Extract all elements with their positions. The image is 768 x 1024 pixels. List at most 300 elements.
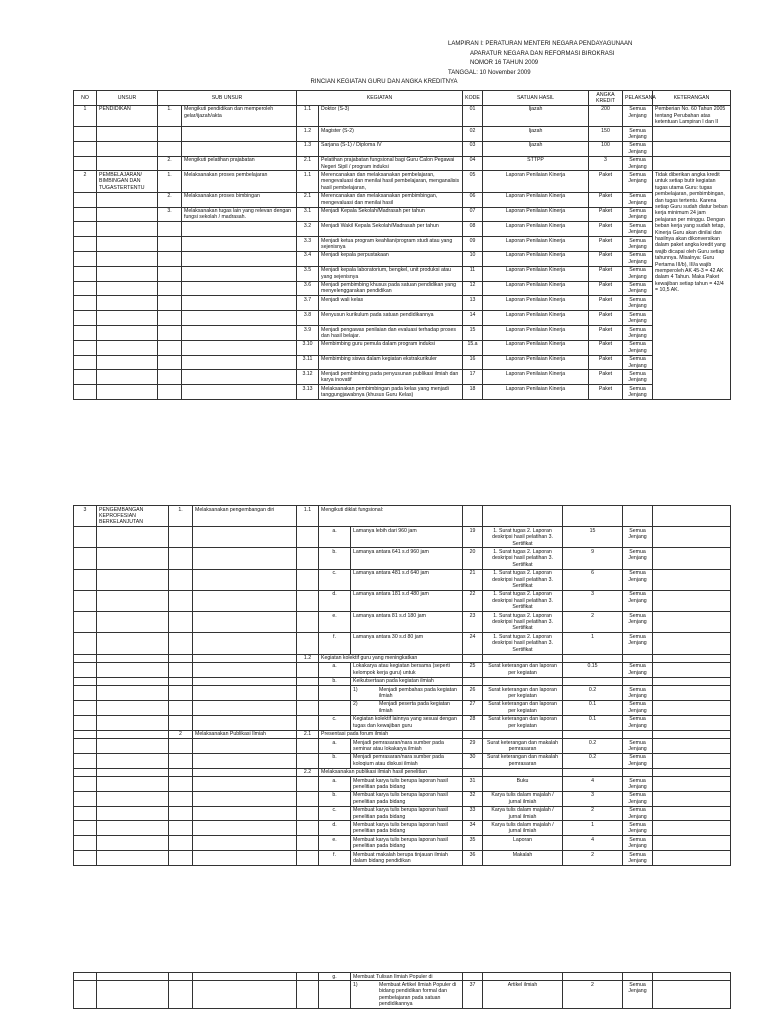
row-sub-unsur-number xyxy=(169,700,193,715)
row-pelaksana: Semua Jenjang xyxy=(623,340,653,355)
row-empty-cell xyxy=(193,981,297,1009)
row-sub-unsur xyxy=(182,326,297,341)
row-keterangan: Pemberian No. 60 Tahun 2005 tentang Perubahan atas ketentuan Lampiran I dan II xyxy=(653,105,731,126)
row-sub-unsur xyxy=(182,340,297,355)
row-pelaksana: Semua Jenjang xyxy=(623,237,653,252)
row-sub-unsur-number xyxy=(158,311,182,326)
table-row xyxy=(74,739,731,754)
row-sub-unsur xyxy=(182,266,297,281)
row-kegiatan-letter xyxy=(319,686,351,701)
row-kegiatan: Membuat karya tulis berupa laporan hasil penelitian pada bidang xyxy=(351,821,463,836)
row-angka-kredit: 2 xyxy=(563,851,623,866)
row-satuan-hasil: Surat keterangan dan laporan per kegiatan xyxy=(483,700,563,715)
row-pelaksana: Semua Jenjang xyxy=(623,527,653,548)
row-kegiatan-letter: c. xyxy=(319,715,351,730)
row-unsur xyxy=(97,251,158,266)
row-kode: 05 xyxy=(463,171,483,192)
row-unsur xyxy=(97,385,158,400)
row-no xyxy=(74,654,97,662)
row-sub-unsur-number xyxy=(158,385,182,400)
row-no xyxy=(74,753,97,768)
row-no xyxy=(74,836,97,851)
row-kegiatan: Lokakarya atau kegiatan bersama (seperti kelompok kerja guru) untuk xyxy=(351,662,463,677)
row-sub-unsur xyxy=(193,851,297,866)
row-angka-kredit: 9 xyxy=(563,548,623,569)
row-sub-unsur-number: 1. xyxy=(169,506,193,527)
row-satuan-hasil: Karya tulis dalam majalah / jurnal ilmiah xyxy=(483,821,563,836)
row-keterangan: Tidak diberikan angka kredit untuk setiap butir kegiatan tugas utama Guru: tugas pembelajaran, pembimbingan, dan tugas tertentu. Karena setiap Guru sudah diatur beban kerja minimum 24 jam pelajaran per minggu. Dengan beban kerja yang sudah tetap, Kinerja Guru akan dinilai dan hasilnya akan dikonversikan dalam paket angka kredit yang wajib dicapai oleh Guru setiap tahunnya. Misalnya: Guru Pertama III/b), III/a wajib memperoleh AK 45-3 = 42 AK dalam 4 Tahun. Maka Paket kewajiban setiap tahun = 42/4 = 10,5 AK. xyxy=(653,171,731,400)
row-sub-unsur xyxy=(193,836,297,851)
row-kode xyxy=(463,973,483,981)
row-sub-unsur-number xyxy=(169,768,193,776)
row-unsur xyxy=(97,662,169,677)
row-satuan-hasil: Laporan Penilaian Kinerja xyxy=(483,311,589,326)
document-title: RINCIAN KEGIATAN GURU DAN ANGKA KREDITNYA xyxy=(310,79,458,85)
row-kode: 07 xyxy=(463,207,483,222)
row-angka-kredit xyxy=(563,973,623,981)
row-keterangan xyxy=(653,662,731,677)
row-no xyxy=(74,806,97,821)
row-kode: 25 xyxy=(463,662,483,677)
row-kegiatan-letter: a. xyxy=(319,777,351,792)
row-kegiatan: Kegiatan kolektif guru yang meningkatkan xyxy=(319,654,463,662)
row-angka-kredit xyxy=(563,730,623,738)
row-sub-unsur-number xyxy=(158,127,182,142)
row-kegiatan: Presentasi pada forum ilmiah xyxy=(319,730,463,738)
row-no xyxy=(74,251,97,266)
table-row xyxy=(74,251,731,266)
row-no xyxy=(74,590,97,611)
row-kode xyxy=(463,677,483,685)
row-sub-unsur-number: 2. xyxy=(158,156,182,171)
row-kegiatan-number xyxy=(297,612,319,633)
row-sub-unsur xyxy=(182,237,297,252)
row-kegiatan: Lamanya lebih dari 960 jam xyxy=(351,527,463,548)
row-kegiatan-number: 3.6 xyxy=(297,281,319,296)
row-angka-kredit xyxy=(563,506,623,527)
row-unsur xyxy=(97,192,158,207)
row-kegiatan-number: 3.4 xyxy=(297,251,319,266)
row-pelaksana: Semua Jenjang xyxy=(623,311,653,326)
row-kode: 22 xyxy=(463,590,483,611)
row-satuan-hasil: Ijazah xyxy=(483,141,589,156)
row-kegiatan xyxy=(351,686,463,701)
row-kode xyxy=(463,506,483,527)
row-pelaksana: Semua Jenjang xyxy=(623,590,653,611)
row-sub-unsur xyxy=(182,370,297,385)
row-satuan-hasil xyxy=(483,677,563,685)
row-no xyxy=(74,326,97,341)
row-kode: 24 xyxy=(463,633,483,654)
row-kegiatan: Menjadi kepala perpustakaan xyxy=(319,251,463,266)
row-sub-unsur xyxy=(182,141,297,156)
row-no xyxy=(74,730,97,738)
row-satuan-hasil: Buku xyxy=(483,777,563,792)
row-unsur xyxy=(97,768,169,776)
row-pelaksana: Semua Jenjang xyxy=(623,127,653,142)
row-keterangan xyxy=(653,715,731,730)
row-unsur xyxy=(97,569,169,590)
col-kode: KODE xyxy=(463,91,483,106)
row-angka-kredit: 0.1 xyxy=(563,700,623,715)
row-unsur xyxy=(97,612,169,633)
row-keterangan xyxy=(653,654,731,662)
row-pelaksana: Semua Jenjang xyxy=(623,385,653,400)
row-keterangan xyxy=(653,981,731,1009)
row-pelaksana: Semua Jenjang xyxy=(623,141,653,156)
col-pelaksana: PELAKSANA xyxy=(623,91,653,106)
row-kode: 26 xyxy=(463,686,483,701)
row-sub-unsur: Melaksanakan tugas lain yang relevan dengan fungsi sekolah / madrasah. xyxy=(182,207,297,222)
row-pelaksana: Semua Jenjang xyxy=(623,686,653,701)
row-kegiatan-number: 3.10 xyxy=(297,340,319,355)
row-sub-unsur xyxy=(182,385,297,400)
table-row xyxy=(74,127,731,142)
row-unsur xyxy=(97,222,158,237)
row-kegiatan-number xyxy=(297,677,319,685)
row-satuan-hasil: Karya tulis dalam majalah / jurnal ilmiah xyxy=(483,806,563,821)
row-pelaksana: Semua Jenjang xyxy=(623,171,653,192)
row-no xyxy=(74,739,97,754)
row-angka-kredit: Paket xyxy=(589,281,623,296)
row-kegiatan-number: 3.13 xyxy=(297,385,319,400)
row-kegiatan-letter: f. xyxy=(319,633,351,654)
row-kegiatan: Menjadi pemrasaran/nara sumber pada koloqium atau diskusi ilmiah xyxy=(351,753,463,768)
row-kode: 17 xyxy=(463,370,483,385)
row-angka-kredit: Paket xyxy=(589,370,623,385)
row-kegiatan: Membimbing siswa dalam kegiatan ekstrakurikuler xyxy=(319,355,463,370)
row-pelaksana: Semua Jenjang xyxy=(623,222,653,237)
row-unsur xyxy=(97,777,169,792)
row-empty-cell xyxy=(297,973,319,981)
row-sub-unsur-number xyxy=(169,753,193,768)
table-row xyxy=(74,686,731,701)
row-sub-unsur-number xyxy=(169,806,193,821)
row-kegiatan-letter: f. xyxy=(319,851,351,866)
row-angka-kredit xyxy=(563,654,623,662)
row-pelaksana xyxy=(623,506,653,527)
row-satuan-hasil: Laporan Penilaian Kinerja xyxy=(483,281,589,296)
row-unsur: PENDIDIKAN xyxy=(97,105,158,126)
row-angka-kredit: 1 xyxy=(563,633,623,654)
row-angka-kredit: 200 xyxy=(589,105,623,126)
row-satuan-hasil: Laporan Penilaian Kinerja xyxy=(483,171,589,192)
table-row xyxy=(74,326,731,341)
row-sub-unsur xyxy=(193,715,297,730)
row-satuan-hasil: 1. Surat tugas 2. Laporan deskripsi hasil pelatihan 3. Sertifikat xyxy=(483,633,563,654)
row-pelaksana xyxy=(623,973,653,981)
row-sub-unsur-number xyxy=(158,266,182,281)
row-no xyxy=(74,385,97,400)
table-row xyxy=(74,355,731,370)
row-no: 2 xyxy=(74,171,97,192)
row-satuan-hasil: Ijazah xyxy=(483,105,589,126)
row-keterangan xyxy=(653,141,731,156)
row-sub-unsur xyxy=(193,662,297,677)
row-sub-unsur-number: 3. xyxy=(158,207,182,222)
row-pelaksana: Semua Jenjang xyxy=(623,251,653,266)
row-no xyxy=(74,686,97,701)
row-sub-unsur xyxy=(182,355,297,370)
row-empty-cell xyxy=(169,973,193,981)
row-kegiatan: Menjadi pembimbing pada penyusunan publikasi ilmiah dan karya inovatif xyxy=(319,370,463,385)
table-row xyxy=(74,192,731,207)
table-row xyxy=(74,590,731,611)
row-empty-cell xyxy=(193,973,297,981)
row-kegiatan-number xyxy=(297,821,319,836)
row-angka-kredit: Paket xyxy=(589,296,623,311)
row-kode: 08 xyxy=(463,222,483,237)
row-sub-unsur xyxy=(193,590,297,611)
row-kode: 10 xyxy=(463,251,483,266)
row-kegiatan: Menjadi ketua program keahlian/program studi atau yang sejenisnya xyxy=(319,237,463,252)
table-row xyxy=(74,506,731,527)
row-no xyxy=(74,266,97,281)
table-row xyxy=(74,385,731,400)
row-satuan-hasil: Laporan Penilaian Kinerja xyxy=(483,355,589,370)
table-row xyxy=(74,207,731,222)
row-sub-unsur xyxy=(182,251,297,266)
row-sub-unsur: Mengikuti pelatihan prajabatan xyxy=(182,156,297,171)
row-satuan-hasil: Ijazah xyxy=(483,127,589,142)
row-unsur xyxy=(97,266,158,281)
row-pelaksana: Semua Jenjang xyxy=(623,266,653,281)
row-pelaksana: Semua Jenjang xyxy=(623,281,653,296)
row-kegiatan-number xyxy=(297,590,319,611)
row-kegiatan-letter: e. xyxy=(319,612,351,633)
row-kegiatan-letter: a. xyxy=(319,739,351,754)
row-kode xyxy=(463,768,483,776)
row-sub-unsur-number xyxy=(158,141,182,156)
row-no xyxy=(74,527,97,548)
row-kegiatan-number: 1.1 xyxy=(297,171,319,192)
row-sub-unsur xyxy=(182,296,297,311)
row-kode: 31 xyxy=(463,777,483,792)
row-kegiatan-number xyxy=(297,662,319,677)
row-angka-kredit: Paket xyxy=(589,251,623,266)
row-unsur xyxy=(97,127,158,142)
row-kegiatan-number: 2.1 xyxy=(297,192,319,207)
row-kegiatan-number: 3.8 xyxy=(297,311,319,326)
row-kegiatan-number xyxy=(297,715,319,730)
row-kode: 27 xyxy=(463,700,483,715)
row-no xyxy=(74,156,97,171)
row-satuan-hasil: 1. Surat tugas 2. Laporan deskripsi hasil pelatihan 3. Sertifikat xyxy=(483,569,563,590)
col-kegiatan: KEGIATAN xyxy=(297,91,463,106)
row-kegiatan-letter: c. xyxy=(319,569,351,590)
row-kegiatan: Menjadi pembimbing khusus pada satuan pendidikan yang menyelenggarakan pendidikan xyxy=(319,281,463,296)
row-unsur xyxy=(97,281,158,296)
row-no xyxy=(74,192,97,207)
row-kegiatan: Menjadi Wakil Kepala Sekolah/Madrasah per tahun xyxy=(319,222,463,237)
row-kode: 03 xyxy=(463,141,483,156)
row-kegiatan-number xyxy=(297,700,319,715)
row-kode: 02 xyxy=(463,127,483,142)
row-pelaksana: Semua Jenjang xyxy=(623,821,653,836)
row-kegiatan: Merencanakan dan melaksanakan pembimbingan, mengevaluasi dan menilai hasil xyxy=(319,192,463,207)
table-row xyxy=(74,654,731,662)
row-kode: 09 xyxy=(463,237,483,252)
row-sub-unsur: Mengikuti pendidikan dan memperoleh gelar/ijazah/akta xyxy=(182,105,297,126)
row-sub-unsur-number xyxy=(169,791,193,806)
row-kegiatan-number xyxy=(297,739,319,754)
row-pelaksana: Semua Jenjang xyxy=(623,207,653,222)
row-kegiatan-number xyxy=(297,527,319,548)
row-angka-kredit: 15 xyxy=(563,527,623,548)
row-kegiatan-number: 3.5 xyxy=(297,266,319,281)
row-sub-unsur-number xyxy=(169,662,193,677)
row-satuan-hasil: Laporan Penilaian Kinerja xyxy=(483,251,589,266)
row-sub-unsur: Melaksanakan proses bimbingan xyxy=(182,192,297,207)
row-angka-kredit: Paket xyxy=(589,326,623,341)
row-no xyxy=(74,207,97,222)
row-keterangan xyxy=(653,836,731,851)
row-pelaksana: Semua Jenjang xyxy=(623,836,653,851)
row-sub-unsur-number xyxy=(169,686,193,701)
row-angka-kredit: 0.2 xyxy=(563,686,623,701)
row-sub-unsur-number xyxy=(169,654,193,662)
row-unsur xyxy=(97,753,169,768)
row-keterangan xyxy=(653,633,731,654)
row-keterangan xyxy=(653,821,731,836)
row-no: 3 xyxy=(74,506,97,527)
row-kegiatan: Sarjana (S-1) / Diploma IV xyxy=(319,141,463,156)
row-angka-kredit: Paket xyxy=(589,222,623,237)
row-satuan-hasil: Surat keterangan dan laporan per kegiatan xyxy=(483,686,563,701)
row-kegiatan-number: 3.1 xyxy=(297,207,319,222)
row-kegiatan-number xyxy=(297,791,319,806)
row-keterangan xyxy=(653,806,731,821)
row-kegiatan: Membuat karya tulis berupa laporan hasil penelitian pada bidang xyxy=(351,777,463,792)
row-kegiatan-number: 1.2 xyxy=(297,127,319,142)
row-empty-cell xyxy=(74,981,97,1009)
row-pelaksana: Semua Jenjang xyxy=(623,662,653,677)
table-row xyxy=(74,171,731,192)
row-angka-kredit: Paket xyxy=(589,171,623,192)
row-kode: 04 xyxy=(463,156,483,171)
row-no xyxy=(74,777,97,792)
row-angka-kredit: Paket xyxy=(589,311,623,326)
row-sub-unsur xyxy=(193,654,297,662)
row-kegiatan-number: 3.2 xyxy=(297,222,319,237)
row-kegiatan-number xyxy=(297,548,319,569)
row-kegiatan-letter: a. xyxy=(319,527,351,548)
row-empty-cell xyxy=(74,973,97,981)
row-kegiatan-text: Menjadi peserta pada kegiatan ilmiah xyxy=(379,701,450,714)
row-keterangan xyxy=(653,768,731,776)
row-satuan-hasil: Laporan Penilaian Kinerja xyxy=(483,296,589,311)
row-sub-unsur-number: 2. xyxy=(158,192,182,207)
row-no xyxy=(74,141,97,156)
row-kegiatan-number: 2.2 xyxy=(297,768,319,776)
row-unsur xyxy=(97,590,169,611)
row-keterangan xyxy=(653,590,731,611)
row-keterangan xyxy=(653,527,731,548)
row-sub-unsur-number: 1. xyxy=(158,171,182,192)
row-sub-unsur xyxy=(193,777,297,792)
row-angka-kredit: 0.2 xyxy=(563,739,623,754)
row-kegiatan xyxy=(351,981,463,1009)
row-empty-cell xyxy=(169,981,193,1009)
row-kegiatan xyxy=(351,700,463,715)
row-satuan-hasil: 1. Surat tugas 2. Laporan deskripsi hasil pelatihan 3. Sertifikat xyxy=(483,548,563,569)
row-satuan-hasil: Artikel ilmiah xyxy=(483,981,563,1009)
row-kode: 15.a xyxy=(463,340,483,355)
row-kegiatan-number: 1.1 xyxy=(297,506,319,527)
row-kegiatan-number xyxy=(297,806,319,821)
row-kode: 16 xyxy=(463,355,483,370)
col-unsur: UNSUR xyxy=(97,91,158,106)
row-sub-unsur xyxy=(193,612,297,633)
row-kode: 30 xyxy=(463,753,483,768)
row-sub-unsur: Melaksanakan Publikasi Ilmiah xyxy=(193,730,297,738)
col-sub-unsur: SUB UNSUR xyxy=(158,91,297,106)
row-empty-cell xyxy=(97,973,169,981)
row-sub-unsur-number: 2 xyxy=(169,730,193,738)
row-angka-kredit: 4 xyxy=(563,777,623,792)
row-no xyxy=(74,662,97,677)
row-pelaksana: Semua Jenjang xyxy=(623,791,653,806)
row-kegiatan: Membuat karya tulis berupa laporan hasil penelitian pada bidang xyxy=(351,791,463,806)
row-kegiatan-letter: d. xyxy=(319,821,351,836)
row-unsur xyxy=(97,326,158,341)
row-kegiatan-number xyxy=(297,851,319,866)
row-sub-unsur-number xyxy=(169,851,193,866)
row-kegiatan: Membuat Tulisan Ilmiah Populer di xyxy=(351,973,463,981)
row-kegiatan-letter xyxy=(319,700,351,715)
row-satuan-hasil: Surat keterangan dan laporan per kegiatan xyxy=(483,715,563,730)
row-unsur xyxy=(97,836,169,851)
row-no xyxy=(74,851,97,866)
row-kegiatan: Menjadi pemrasaran/nara sumber pada seminar atau lokakarya ilmiah xyxy=(351,739,463,754)
row-no xyxy=(74,633,97,654)
row-sub-unsur-number xyxy=(169,715,193,730)
row-pelaksana: Semua Jenjang xyxy=(623,777,653,792)
row-keterangan xyxy=(653,777,731,792)
kegiatan-table-2 xyxy=(73,505,731,866)
row-no xyxy=(74,355,97,370)
row-kegiatan: Menyusun kurikulum pada satuan pendidikannya xyxy=(319,311,463,326)
row-kegiatan: Melaksanakan publikasi ilmiah hasil penelitian xyxy=(319,768,463,776)
table-row xyxy=(74,981,731,1009)
row-no xyxy=(74,311,97,326)
row-pelaksana: Semua Jenjang xyxy=(623,612,653,633)
row-no xyxy=(74,612,97,633)
row-kegiatan-number xyxy=(297,836,319,851)
row-sub-unsur-number xyxy=(158,281,182,296)
row-keterangan xyxy=(653,156,731,171)
row-kode xyxy=(463,654,483,662)
header-line-2: APARATUR NEGARA DAN REFORMASI BIROKRASI xyxy=(470,50,615,57)
row-kode: 12 xyxy=(463,281,483,296)
table-row xyxy=(74,370,731,385)
row-kegiatan-letter: b. xyxy=(319,677,351,685)
row-angka-kredit: Paket xyxy=(589,207,623,222)
row-kegiatan: Menjadi kepala laboratorium, bengkel, unit produksi atau yang sejenisnya xyxy=(319,266,463,281)
row-kegiatan-number xyxy=(297,686,319,701)
row-angka-kredit: 0.15 xyxy=(563,662,623,677)
row-keterangan xyxy=(653,730,731,738)
row-kegiatan: Menjadi pengawas penilaian dan evaluasi terhadap proses dan hasil belajar. xyxy=(319,326,463,341)
row-kode: 35 xyxy=(463,836,483,851)
row-kode: 21 xyxy=(463,569,483,590)
row-unsur xyxy=(97,739,169,754)
row-pelaksana: Semua Jenjang xyxy=(623,633,653,654)
row-pelaksana: Semua Jenjang xyxy=(623,753,653,768)
row-sub-unsur-number: 1. xyxy=(158,105,182,126)
row-kode: 01 xyxy=(463,105,483,126)
row-kegiatan: Melaksanakan pembimbingan pada kelas yang menjadi tanggungjawabnya (khusus Guru Kelas) xyxy=(319,385,463,400)
